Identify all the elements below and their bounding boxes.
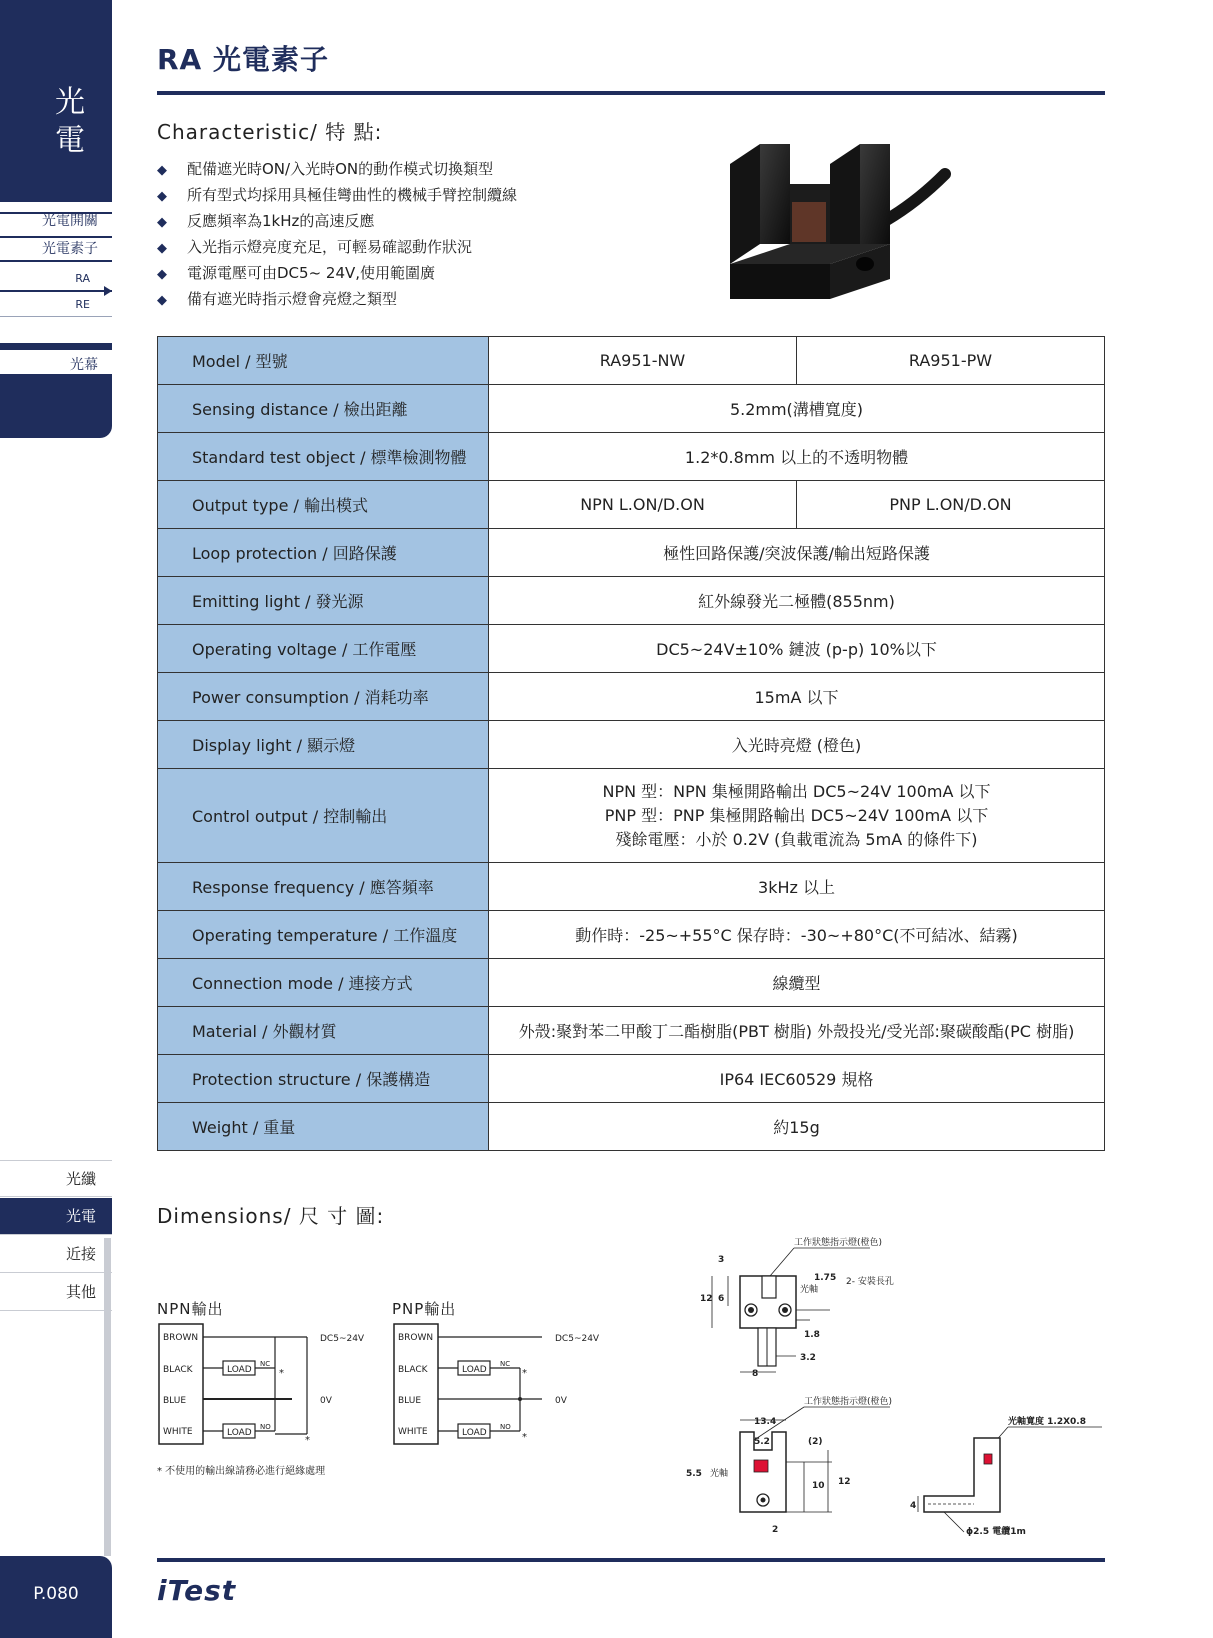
dim-label: 10: [812, 1481, 825, 1491]
spec-label: Operating voltage / 工作電壓: [158, 625, 489, 673]
dim-label: 3: [718, 1255, 725, 1265]
indicator-label: 工作狀態指示燈(橙色): [804, 1397, 893, 1407]
characteristics-title: Characteristic/ 特 點:: [157, 120, 383, 144]
ground-label: 0V: [320, 1396, 332, 1406]
spec-label: Control output / 控制輸出: [158, 769, 489, 863]
spec-value: IP64 IEC60529 規格: [489, 1055, 1105, 1103]
npn-wiring-diagram: [157, 1322, 387, 1452]
table-row: [158, 959, 1105, 1007]
page-number: P.080: [0, 1556, 112, 1638]
table-row: [158, 673, 1105, 721]
spec-label: Standard test object / 標準檢測物體: [158, 433, 489, 481]
spec-label: Weight / 重量: [158, 1103, 489, 1151]
spec-value: 約15g: [489, 1103, 1105, 1151]
top-view-dimension-drawing: [690, 1228, 930, 1378]
table-row: [158, 529, 1105, 577]
table-row: [158, 1055, 1105, 1103]
nc-label: NC: [500, 1360, 511, 1368]
sidebar-menu-proximity[interactable]: 近接: [0, 1236, 112, 1273]
wire-label-blue: BLUE: [163, 1396, 187, 1406]
sidebar-scroll-track: [104, 1238, 111, 1556]
characteristics-list: [157, 156, 517, 312]
spec-value: 極性回路保護/突波保護/輸出短路保護: [489, 529, 1105, 577]
optical-axis-label: 光軸: [800, 1285, 819, 1295]
pnp-wiring-title: PNP輸出: [392, 1300, 457, 1318]
list-item: ◆ 備有遮光時指示燈會亮燈之類型: [157, 286, 517, 312]
load-label: LOAD: [462, 1365, 487, 1375]
dim-label: 13.4: [754, 1417, 777, 1427]
spec-value: DC5~24V±10% 鏈波 (p-p) 10%以下: [489, 625, 1105, 673]
table-row: [158, 577, 1105, 625]
brand-logo: iTest: [157, 1574, 237, 1607]
supply-label: DC5~24V: [555, 1334, 600, 1344]
note-marker: *: [279, 1368, 284, 1379]
spec-label: Protection structure / 保護構造: [158, 1055, 489, 1103]
sidebar-category-char-1: 光: [55, 85, 85, 120]
dim-label: 2: [772, 1525, 779, 1535]
sidebar-active-arrow: [0, 290, 112, 292]
pnp-wiring-diagram: [392, 1322, 622, 1452]
spec-value: RA951-NW: [489, 337, 797, 385]
diamond-bullet-icon: ◆: [157, 163, 167, 178]
sidebar-menu-other[interactable]: 其他: [0, 1274, 112, 1311]
spec-value: 線纜型: [489, 959, 1105, 1007]
sidebar-item-photoelectric-switch[interactable]: 光電開關: [42, 213, 98, 229]
table-row: [158, 1103, 1105, 1151]
dim-label: 6: [718, 1294, 725, 1304]
table-row: [158, 1007, 1105, 1055]
wire-label-brown: BROWN: [163, 1333, 199, 1343]
table-row: [158, 721, 1105, 769]
load-label: LOAD: [462, 1428, 487, 1438]
spec-table: [157, 336, 1105, 1151]
table-row: [158, 769, 1105, 863]
indicator-label: 工作狀態指示燈(橙色): [794, 1238, 883, 1248]
npn-wiring-title: NPN輸出: [157, 1300, 224, 1318]
diamond-bullet-icon: ◆: [157, 267, 167, 282]
spec-label: Loop protection / 回路保護: [158, 529, 489, 577]
sidebar: [0, 0, 112, 1638]
table-row: [158, 911, 1105, 959]
spec-label: Power consumption / 消耗功率: [158, 673, 489, 721]
sidebar-item-photoelectric-element[interactable]: 光電素子: [42, 241, 98, 257]
list-item: ◆ 入光指示燈亮度充足，可輕易確認動作狀況: [157, 234, 517, 260]
note-marker: *: [522, 1432, 527, 1443]
diamond-bullet-icon: ◆: [157, 189, 167, 204]
dim-label: 8: [752, 1369, 759, 1378]
spec-value: NPN L.ON/D.ON: [489, 481, 797, 529]
sidebar-subitem-ra[interactable]: RA: [75, 272, 90, 285]
wire-label-white: WHITE: [398, 1427, 428, 1437]
spec-label: Connection mode / 連接方式: [158, 959, 489, 1007]
nc-label: NC: [260, 1360, 271, 1368]
spec-value: 紅外線發光二極體(855nm): [489, 577, 1105, 625]
spec-value-line: 殘餘電壓：小於 0.2V (負載電流為 5mA 的條件下): [615, 829, 978, 849]
dim-label: 4: [910, 1501, 917, 1511]
ground-label: 0V: [555, 1396, 567, 1406]
table-row: [158, 337, 1105, 385]
spec-value: 15mA 以下: [489, 673, 1105, 721]
dim-label: 3.2: [800, 1353, 816, 1363]
note-marker: *: [305, 1435, 310, 1446]
dim-label: 1.8: [804, 1330, 820, 1340]
diamond-bullet-icon: ◆: [157, 293, 167, 308]
dim-label: 5.5: [686, 1469, 702, 1479]
spec-label: Material / 外觀材質: [158, 1007, 489, 1055]
optical-axis-label: 光軸: [710, 1469, 729, 1479]
spec-label: Emitting light / 發光源: [158, 577, 489, 625]
spec-value-line: PNP 型：PNP 集極開路輸出 DC5~24V 100mA 以下: [604, 805, 989, 825]
spec-value: 動作時：-25~+55°C 保存時：-30~+80°C(不可結冰、結霧): [489, 911, 1105, 959]
sidebar-item-light-curtain[interactable]: 光幕: [70, 357, 98, 373]
load-label: LOAD: [227, 1428, 252, 1438]
list-item: ◆ 配備遮光時ON/入光時ON的動作模式切換類型: [157, 156, 517, 182]
spec-value: 入光時亮燈 (橙色): [489, 721, 1105, 769]
sidebar-category-title: [50, 84, 90, 160]
spec-value: RA951-PW: [797, 337, 1105, 385]
spec-label: Operating temperature / 工作溫度: [158, 911, 489, 959]
wire-label-brown: BROWN: [398, 1333, 434, 1343]
spec-label: Output type / 輸出模式: [158, 481, 489, 529]
dim-label: 5.2: [754, 1437, 770, 1447]
end-view-dimension-drawing: [904, 1408, 1104, 1538]
wiring-footnote: * 不使用的輸出線請務必進行絕緣處理: [157, 1466, 326, 1477]
spec-label: Model / 型號: [158, 337, 489, 385]
list-item: ◆ 電源電壓可由DC5~ 24V,使用範圍廣: [157, 260, 517, 286]
sidebar-menu-photoelectric[interactable]: 光電: [0, 1198, 112, 1235]
spec-label: Display light / 顯示燈: [158, 721, 489, 769]
spec-label: Sensing distance / 檢出距離: [158, 385, 489, 433]
table-row: [158, 863, 1105, 911]
table-row: [158, 625, 1105, 673]
spec-value: 外殼:聚對苯二甲酸丁二酯樹脂(PBT 樹脂) 外殼投光/受光部:聚碳酸酯(PC 樹脂): [489, 1007, 1105, 1055]
diamond-bullet-icon: ◆: [157, 241, 167, 256]
sidebar-subitem-re[interactable]: RE: [75, 298, 90, 311]
spec-value-line: NPN 型：NPN 集極開路輸出 DC5~24V 100mA 以下: [602, 781, 991, 801]
sidebar-category-char-2: 電: [55, 123, 85, 158]
title-rule: [157, 91, 1105, 95]
wire-label-black: BLACK: [163, 1365, 193, 1375]
spec-value: PNP L.ON/D.ON: [797, 481, 1105, 529]
page-title: RA 光電素子: [157, 43, 329, 76]
spec-value: 1.2*0.8mm 以上的不透明物體: [489, 433, 1105, 481]
mount-hole-label: 2- 安裝長孔: [846, 1277, 894, 1287]
spec-label: Response frequency / 應答頻率: [158, 863, 489, 911]
side-view-dimension-drawing: [682, 1392, 922, 1540]
spec-value: [489, 769, 1105, 863]
dim-label: 12: [700, 1294, 713, 1304]
supply-label: DC5~24V: [320, 1334, 365, 1344]
wire-label-black: BLACK: [398, 1365, 428, 1375]
table-row: [158, 433, 1105, 481]
list-item: ◆ 反應頻率為1kHz的高速反應: [157, 208, 517, 234]
sidebar-divider: [0, 260, 112, 262]
spec-value: 5.2mm(溝槽寬度): [489, 385, 1105, 433]
footer-rule: [157, 1558, 1105, 1562]
cable-label: ϕ2.5 電纜1m: [966, 1527, 1026, 1537]
axis-width-label: 光軸寬度 1.2X0.8: [1008, 1417, 1086, 1427]
dim-label: 12: [838, 1477, 851, 1487]
wire-label-white: WHITE: [163, 1427, 193, 1437]
product-photo: [720, 124, 960, 314]
wire-label-blue: BLUE: [398, 1396, 422, 1406]
no-label: NO: [500, 1423, 511, 1431]
dim-label: (2): [808, 1437, 823, 1447]
list-item: ◆ 所有型式均採用具極佳彎曲性的機械手臂控制纜線: [157, 182, 517, 208]
note-marker: *: [522, 1368, 527, 1379]
diamond-bullet-icon: ◆: [157, 215, 167, 230]
no-label: NO: [260, 1423, 271, 1431]
sidebar-divider: [0, 316, 112, 317]
table-row: [158, 481, 1105, 529]
dimensions-title: Dimensions/ 尺 寸 圖:: [157, 1204, 385, 1228]
sidebar-menu-fiber[interactable]: 光纖: [0, 1160, 112, 1197]
dim-label: 1.75: [814, 1273, 837, 1283]
table-row: [158, 385, 1105, 433]
spec-value: 3kHz 以上: [489, 863, 1105, 911]
load-label: LOAD: [227, 1365, 252, 1375]
